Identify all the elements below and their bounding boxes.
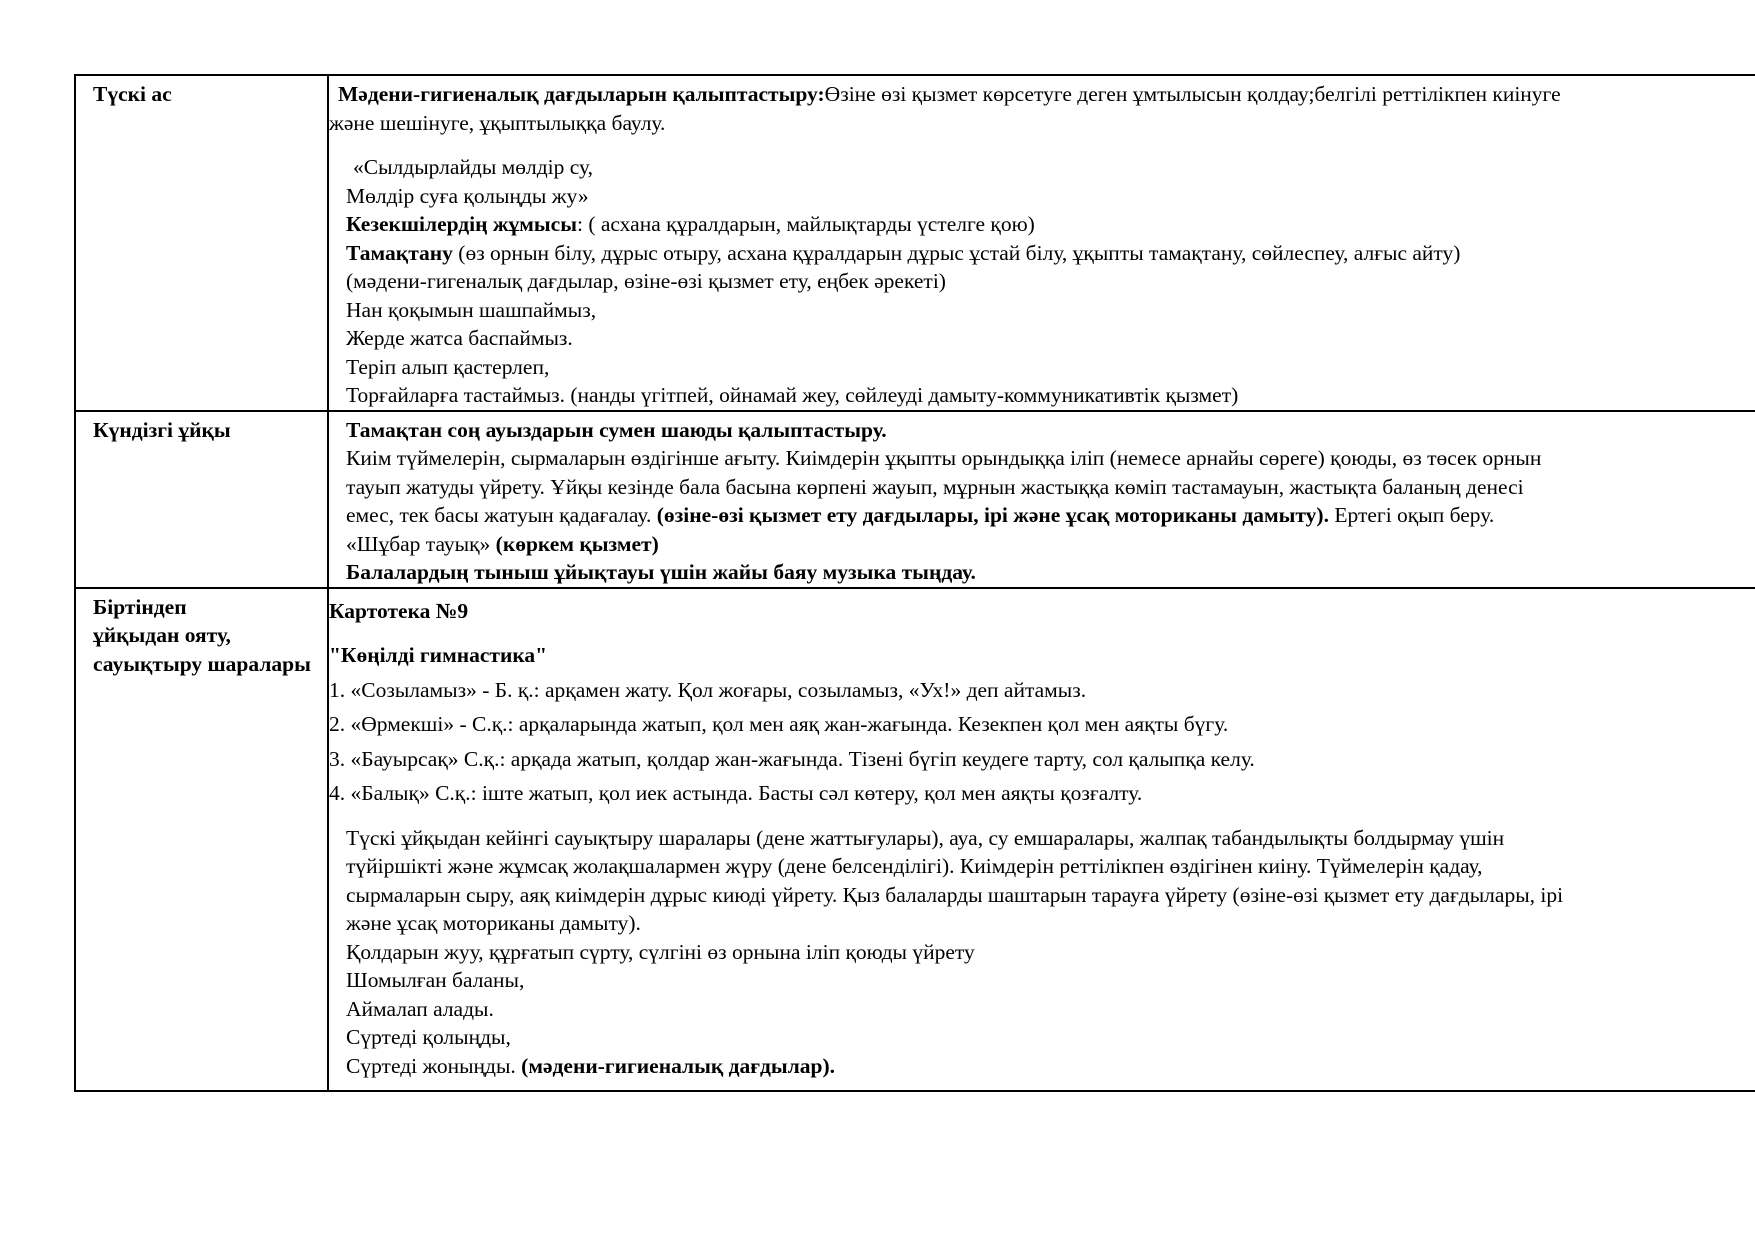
paragraph-line: Қолдарын жуу, құрғатып сүрту, сүлгіні өз орнына іліп қоюды үйрету xyxy=(346,939,975,964)
poem-line: Мөлдір суға қолыңды жу» xyxy=(346,183,589,208)
verse-line: Сүртеді қолыңды, xyxy=(346,1025,511,1049)
gymnastics-title: "Көңілді гимнастика" xyxy=(329,643,548,667)
daily-plan-table xyxy=(74,74,1755,1092)
duty-line: Кезекшілердің жұмысы: ( асхана құралдарын, майлықтарды үстелге қою) xyxy=(346,212,1035,236)
label-cell xyxy=(75,588,328,1091)
spacer xyxy=(329,808,1755,824)
intro-line: Мәдени-гигиеналық дағдыларын қалыптастыру:Өзіне өзі қызмет көрсетуге деген ұмтылысын қолдау;белгілі реттілікпен киінуге xyxy=(338,82,1561,106)
nap-line: тауып жатуды үйрету. Ұйқы кезінде бала басына көрпені жауып, мұрнын жастыққа көміп тастамауын, жастықта баланың денесі xyxy=(346,474,1524,499)
paragraph-line: Түскі ұйқыдан кейінгі сауықтыру шаралары (дене жаттығулары), ауа, су емшаралары, жалпақ табандылықты болдырмау үшін xyxy=(346,825,1505,850)
exercise-item: 4. «Балық» С.қ.: іште жатып, қол иек астында. Басты сәл көтеру, қол мен аяқты қозғалту. xyxy=(329,781,1143,805)
table-row-nap xyxy=(75,411,1755,588)
exercise-item: 3. «Бауырсақ» С.қ.: арқада жатып, қолдар жан-жағында. Тізені бүгіп кеудеге тарту, сол қалыпқа келу. xyxy=(329,746,1255,771)
poem-line: «Сылдырлайды мөлдір су, xyxy=(353,155,594,179)
nap-heading: Тамақтан соң ауыздарын сумен шаюды қалыптастыру. xyxy=(346,417,887,442)
card-title: Картотека №9 xyxy=(329,598,469,623)
nap-line: Балалардың тыныш ұйықтауы үшін жайы баяу музыка тыңдау. xyxy=(346,560,976,584)
content-cell xyxy=(328,588,1755,1091)
lunch-content xyxy=(329,76,1755,410)
row-label-wakeup: Біртіндеп ұйқыдан ояту, сауықтыру шаралары xyxy=(93,594,311,676)
label-cell xyxy=(75,411,328,588)
nap-content xyxy=(329,412,1755,587)
verse-line: Аймалап алады. xyxy=(346,996,494,1021)
verse-line: Нан қоқымын шашпаймыз, xyxy=(346,297,597,322)
wakeup-content xyxy=(329,589,1755,1081)
verse-line: Шомылған баланы, xyxy=(346,968,525,992)
verse-line: Жерде жатса баспаймыз. xyxy=(346,326,573,350)
verse-line: Теріп алып қастерлеп, xyxy=(346,354,550,379)
exercise-item: 2. «Өрмекші» - С.қ.: арқаларында жатып, қол мен аяқ жан-жағында. Кезекпен қол мен аяқты бүгу. xyxy=(329,712,1229,736)
spacer xyxy=(329,137,1755,153)
label-cell xyxy=(75,75,328,411)
content-cell xyxy=(328,75,1755,411)
intro-line-2: және шешінуге, ұқыптылыққа баулу. xyxy=(329,110,666,135)
spacer xyxy=(329,625,1755,641)
eating-line: Тамақтану (өз орнын білу, дұрыс отыру, асхана құралдарын дұрыс ұстай білу, ұқыпты тамақтану, сөйлеспеу, алғыс айту) xyxy=(346,240,1461,265)
nap-line: емес, тек басы жатуын қадағалау. (өзіне-өзі қызмет ету дағдылары, ірі және ұсақ моториканы дамыту). Ертегі оқып беру. xyxy=(346,503,1495,527)
nap-line: Киім түймелерін, сырмаларын өздігінше ағыту. Киімдерін ұқыпты орындыққа іліп (немесе арнайы сөреге) қоюды, өз төсек орнын xyxy=(346,446,1542,470)
content-cell xyxy=(328,411,1755,588)
table-row-wakeup xyxy=(75,588,1755,1091)
skills-line: (мәдени-гигеналық дағдылар, өзіне-өзі қызмет ету, еңбек әрекеті) xyxy=(346,269,946,293)
row-label-lunch: Түскі ас xyxy=(93,82,172,106)
nap-line: «Шұбар тауық» (көркем қызмет) xyxy=(346,531,659,556)
table-row-lunch xyxy=(75,75,1755,411)
paragraph-line: сырмаларын сыру, аяқ киімдерін дұрыс киюді үйрету. Қыз балаларды шаштарын тарауға үйрету (өзіне-өзі қызмет ету дағдылары, ірі xyxy=(346,882,1564,907)
verse-line: Торғайларға тастаймыз. (нанды үгітпей, ойнамай жеу, сөйлеуді дамыту-коммуникативтік қызмет) xyxy=(346,383,1239,407)
verse-line: Сүртеді жоныңды. (мәдени-гигиеналық дағдылар). xyxy=(346,1053,836,1078)
paragraph-line: түйіршікті және жұмсақ жолақшалармен жүру (дене белсенділігі). Киімдерін реттілікпен өздігінен киіну. Түймелерін қадау, xyxy=(346,854,1483,878)
paragraph-line: және ұсақ моториканы дамыту). xyxy=(346,911,641,935)
exercise-item: 1. «Созыламыз» - Б. қ.: арқамен жату. Қол жоғары, созыламыз, «Ух!» деп айтамыз. xyxy=(329,677,1087,702)
row-label-nap: Күндізгі ұйқы xyxy=(93,417,231,442)
